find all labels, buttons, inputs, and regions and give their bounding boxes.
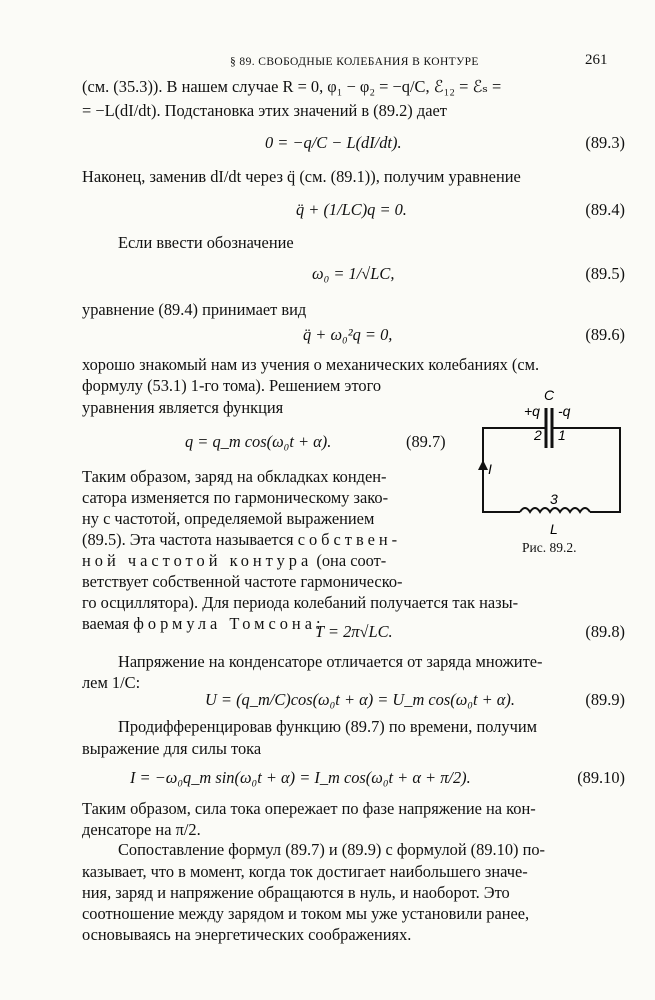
emphasized-term: формула Томсона:	[133, 614, 325, 633]
text-line: Напряжение на конденсаторе отличается от заряда множите-	[118, 652, 543, 671]
label-minus-q: -q	[558, 403, 571, 419]
equation-number: (89.6)	[585, 325, 625, 344]
page-number: 261	[585, 52, 608, 68]
text-line: Таким образом, заряд на обкладках конден-	[82, 467, 387, 486]
label-capacitor: C	[544, 387, 555, 403]
label-plus-q: +q	[524, 403, 540, 419]
text-line	[82, 614, 325, 634]
emphasized-term: ной частотой контура	[82, 551, 313, 570]
text-fragment: (89.5). Эта частота называется	[82, 530, 294, 549]
equation-89-10: I = −ω₀q_m sin(ω₀t + α) = I_m cos(ω₀t + α + π/2).	[130, 768, 471, 787]
text-line: Сопоставление формул (89.7) и (89.9) с формулой (89.10) по-	[118, 840, 546, 859]
equation-89-5: ω₀ = 1/√LC,	[312, 264, 395, 283]
text-fragment: ваемая	[82, 614, 130, 633]
text-line: формулу (53.1) 1-го тома). Решением этого	[82, 376, 382, 395]
text-line: Если ввести обозначение	[118, 233, 294, 252]
text-line: Таким образом, сила тока опережает по фазе напряжение на кон-	[82, 799, 536, 818]
text-line: уравнения является функция	[82, 398, 284, 417]
equation-number: (89.7)	[406, 432, 446, 451]
text-line: денсаторе на π/2.	[82, 820, 201, 839]
equation-89-7: q = q_m cos(ω₀t + α).	[185, 432, 332, 451]
label-plate-2: 2	[534, 427, 542, 443]
inductor-coil	[520, 508, 590, 512]
equation-89-6: q̈ + ω₀²q = 0,	[303, 325, 393, 344]
text-line: (см. (35.3)). В нашем случае R = 0, φ₁ − φ₂ = −q/C, ℰ₁₂ = ℰₛ =	[82, 77, 502, 96]
equation-number: (89.9)	[585, 690, 625, 709]
text-line: уравнение (89.4) принимает вид	[82, 300, 307, 319]
text-line: Наконец, заменив dI/dt через q̈ (см. (89.1)), получим уравнение	[82, 167, 521, 186]
text-line: казывает, что в момент, когда ток достигает наибольшего значе-	[82, 862, 528, 881]
equation-number: (89.4)	[585, 200, 625, 219]
text-line: лем 1/C:	[82, 673, 141, 692]
equation-89-9: U = (q_m/C)cos(ω₀t + α) = U_m cos(ω₀t + α).	[205, 690, 515, 709]
equation-89-4: q̈ + (1/LC)q = 0.	[296, 200, 407, 219]
text-line: ветствует собственной частоте гармоническо-	[82, 572, 403, 591]
text-line: хорошо знакомый нам из учения о механических колебаниях (см.	[82, 355, 540, 374]
equation-89-3: 0 = −q/C − L(dI/dt).	[265, 133, 402, 152]
text-line: = −L(dI/dt). Подстановка этих значений в (89.2) дает	[82, 101, 447, 120]
label-inductor: L	[550, 521, 558, 537]
emphasized-term: собствен-	[297, 530, 402, 549]
text-line: сатора изменяется по гармоническому зако-	[82, 488, 389, 507]
text-line: го осциллятора). Для периода колебаний получается так назы-	[82, 593, 519, 612]
equation-89-8: T = 2π√LC.	[315, 622, 393, 641]
arrowhead-icon	[478, 460, 488, 470]
text-line: ну с частотой, определяемой выражением	[82, 509, 375, 528]
text-line	[82, 530, 401, 550]
label-plate-1: 1	[558, 427, 566, 443]
text-line: Продифференцировав функцию (89.7) по времени, получим	[118, 717, 537, 736]
text-line: основываясь на энергетических соображениях.	[82, 925, 412, 944]
text-line: выражение для силы тока	[82, 739, 262, 758]
equation-number: (89.5)	[585, 264, 625, 283]
label-current: I	[488, 461, 492, 477]
text-line	[82, 551, 386, 571]
text-fragment: (она соот-	[316, 551, 387, 570]
equation-number: (89.10)	[577, 768, 625, 787]
figure-caption: Рис. 89.2.	[522, 540, 577, 555]
running-title: § 89. СВОБОДНЫЕ КОЛЕБАНИЯ В КОНТУРЕ	[230, 56, 479, 68]
lc-circuit-diagram	[470, 382, 630, 562]
text-line: ния, заряд и напряжение обращаются в нуль, и наоборот. Это	[82, 883, 510, 902]
equation-number: (89.3)	[585, 133, 625, 152]
label-coil-number: 3	[550, 491, 558, 507]
text-line: соотношение между зарядом и током мы уже установили ранее,	[82, 904, 530, 923]
equation-number: (89.8)	[585, 622, 625, 641]
